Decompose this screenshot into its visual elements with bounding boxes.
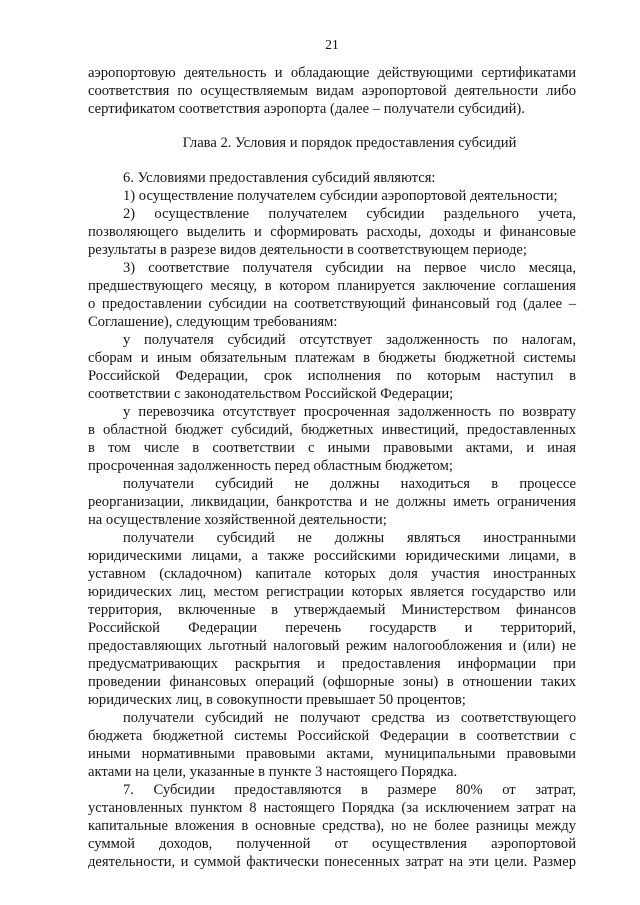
text-line: реорганизации, ликвидации, банкротства и не должны иметь ограничения bbox=[88, 494, 576, 510]
text-line: суммой доходов, полученной от осуществления аэропортовой bbox=[88, 836, 576, 852]
text-line: юридических лиц, местом регистрации которых является государство или bbox=[88, 584, 576, 600]
text-line: Российской Федерации перечень государств и территорий, bbox=[88, 620, 576, 636]
text-line: соответствия по осуществляемым видам аэропортовой деятельности либо bbox=[88, 83, 576, 99]
paragraph bbox=[88, 403, 576, 475]
text-line: установленных пунктом 8 настоящего Порядка (за исключением затрат на bbox=[88, 800, 576, 816]
paragraph bbox=[88, 259, 576, 331]
text-line: 2) осуществление получателем субсидии раздельного учета, bbox=[123, 206, 576, 222]
text-line: 7. Субсидии предоставляются в размере 80% от затрат, bbox=[123, 782, 576, 798]
text-line: Соглашение), следующим требованиям: bbox=[88, 314, 338, 330]
text-line: 3) соответствие получателя субсидии на первое число месяца, bbox=[123, 260, 576, 276]
text-line: актами на цели, указанные в пункте 3 настоящего Порядка. bbox=[88, 764, 458, 780]
text-line: результаты в разрезе видов деятельности в соответствующем периоде; bbox=[88, 242, 527, 258]
text-line: получатели субсидий не должны являться иностранными bbox=[123, 530, 576, 546]
text-line: юридических лиц, в совокупности превышает 50 процентов; bbox=[88, 692, 466, 708]
paragraph bbox=[88, 169, 576, 187]
text-line: получатели субсидий не должны находиться в процессе bbox=[123, 476, 576, 492]
paragraph bbox=[88, 781, 576, 871]
text-line: проведении финансовых операций (офшорные зоны) в отношении таких bbox=[88, 674, 576, 690]
text-line: соответствии с законодательством Российской Федерации; bbox=[88, 386, 454, 402]
text-line: капитальные вложения в основные средства), но не более разницы между bbox=[88, 818, 576, 834]
chapter-heading: Глава 2. Условия и порядок предоставления субсидий bbox=[182, 135, 517, 151]
text-line: Российской Федерации, срок исполнения по которым наступил в bbox=[88, 368, 576, 384]
paragraph bbox=[88, 187, 576, 205]
text-line: уставном (складочном) капитале которых доля участия иностранных bbox=[88, 566, 576, 582]
text-line: просроченная задолженность перед областным бюджетом; bbox=[88, 458, 453, 474]
text-line: предоставляющих льготный налоговый режим налогообложения и (или) не bbox=[88, 638, 576, 654]
continued-paragraph bbox=[88, 64, 576, 118]
text-line: позволяющего выделить и сформировать расходы, доходы и финансовые bbox=[88, 224, 576, 240]
text-line: сертификатом соответствия аэропорта (далее – получатели субсидий). bbox=[88, 101, 525, 117]
text-line: в том числе в соответствии с иными правовыми актами, и иная bbox=[88, 440, 576, 456]
page-number: 21 bbox=[325, 37, 339, 52]
paragraph-list bbox=[88, 169, 576, 871]
text-line: у получателя субсидий отсутствует задолженность по налогам, bbox=[123, 332, 576, 348]
text-line: юридическими лицами, а также российскими юридическими лицами, в bbox=[88, 548, 576, 564]
paragraph bbox=[88, 475, 576, 529]
text-line: 1) осуществление получателем субсидии аэропортовой деятельности; bbox=[123, 188, 558, 204]
text-line: на осуществление хозяйственной деятельности; bbox=[88, 512, 387, 528]
paragraph bbox=[88, 529, 576, 709]
paragraph bbox=[88, 331, 576, 403]
text-line: бюджета бюджетной системы Российской Федерации в соответствии с bbox=[88, 728, 576, 744]
document-body bbox=[88, 64, 576, 871]
paragraph bbox=[88, 709, 576, 781]
text-line: в областной бюджет субсидий, бюджетных инвестиций, предоставленных bbox=[88, 422, 576, 438]
text-line: получатели субсидий не получают средства из соответствующего bbox=[123, 710, 576, 726]
paragraph bbox=[88, 205, 576, 259]
text-line: территория, включенные в утверждаемый Министерством финансов bbox=[88, 602, 576, 618]
text-line: сборам и иным обязательным платежам в бюджеты бюджетной системы bbox=[88, 350, 576, 366]
text-line: деятельности, и суммой фактически понесенных затрат на эти цели. Размер bbox=[88, 854, 576, 870]
text-line: аэропортовую деятельность и обладающие действующими сертификатами bbox=[88, 65, 576, 81]
text-line: иными нормативными правовыми актами, муниципальными правовыми bbox=[88, 746, 576, 762]
text-line: 6. Условиями предоставления субсидий являются: bbox=[123, 170, 436, 186]
text-line: о предоставлении субсидии на соответствующий финансовый год (далее – bbox=[88, 296, 576, 312]
text-line: у перевозчика отсутствует просроченная задолженность по возврату bbox=[123, 404, 576, 420]
text-line: предшествующего месяцу, в котором планируется заключение соглашения bbox=[88, 278, 576, 294]
text-line: предусматривающих раскрытия и предоставления информации при bbox=[88, 656, 576, 672]
